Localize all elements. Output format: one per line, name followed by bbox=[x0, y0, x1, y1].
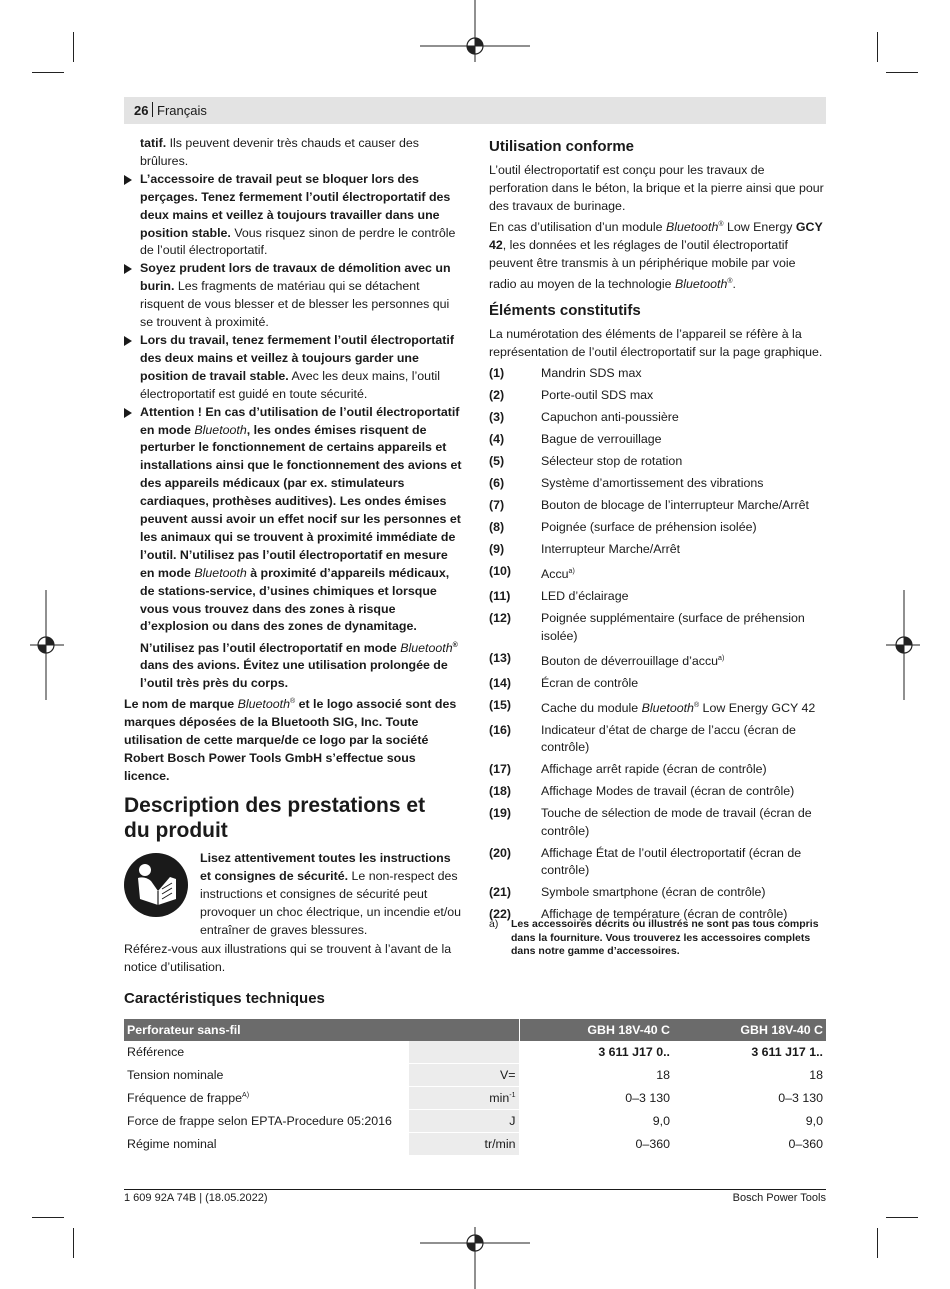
component-text: Low Energy GCY 42 bbox=[699, 700, 816, 715]
list-item bbox=[489, 761, 829, 779]
section-title: Description des prestations et du produit bbox=[124, 794, 426, 842]
bullet-triangle-icon bbox=[124, 408, 132, 418]
component-label: Poignée (surface de préhension isolée) bbox=[541, 520, 757, 534]
registered-mark: ® bbox=[693, 701, 700, 709]
component-label: Symbole smartphone (écran de contrôle) bbox=[541, 885, 766, 900]
registered-mark: ® bbox=[452, 641, 458, 649]
component-label bbox=[541, 697, 829, 718]
table-cell: 3 611 J17 0.. bbox=[519, 1041, 673, 1064]
table-cell: tr/min bbox=[409, 1133, 519, 1156]
cell-text: min bbox=[489, 1091, 510, 1105]
elements-intro bbox=[489, 326, 826, 362]
component-label: Bague de verrouillage bbox=[541, 432, 662, 446]
crop-mark bbox=[877, 1228, 878, 1258]
tech-table bbox=[124, 1019, 826, 1156]
component-number: (7) bbox=[489, 498, 505, 512]
footnote bbox=[489, 918, 829, 959]
table-row bbox=[124, 1087, 826, 1110]
footnote-ref: a) bbox=[718, 654, 725, 662]
component-number: (10) bbox=[489, 564, 512, 578]
table-cell: 18 bbox=[673, 1064, 826, 1087]
component-number: (8) bbox=[489, 520, 505, 534]
registered-mark: ® bbox=[718, 220, 724, 228]
elements-title: Éléments constitutifs bbox=[489, 302, 641, 319]
list-item bbox=[489, 409, 829, 427]
body-text: En cas d’utilisation d’un module bbox=[489, 219, 667, 234]
page-header bbox=[124, 97, 826, 124]
crop-mark bbox=[877, 32, 878, 62]
table-cell: 18 bbox=[519, 1064, 673, 1087]
bold-text bbox=[140, 405, 462, 691]
component-label: Capuchon anti-poussière bbox=[541, 410, 679, 424]
table-cell: J bbox=[409, 1110, 519, 1133]
component-number: (16) bbox=[489, 722, 512, 737]
list-item bbox=[489, 497, 829, 515]
list-item bbox=[489, 453, 829, 471]
table-cell: 9,0 bbox=[519, 1110, 673, 1133]
footnote-text: Les accessoires décrits ou illustrés ne sont pas tous compris dans la fourniture. Vous trouverez les accessoires complets dans notre gamme d’accessoires. bbox=[511, 918, 819, 957]
footnote-ref: A) bbox=[242, 1091, 250, 1099]
body-text: Les fragments de matériau qui se détachent risquent de vous blesser et de blesser les personnes qui se trouvent à proximité. bbox=[140, 279, 450, 330]
registration-mark-icon bbox=[886, 590, 920, 700]
registered-mark: ® bbox=[289, 698, 296, 706]
component-number: (20) bbox=[489, 845, 512, 860]
usage-text bbox=[489, 162, 826, 294]
usage-title: Utilisation conforme bbox=[489, 138, 635, 155]
table-header: GBH 18V-40 C bbox=[673, 1019, 826, 1041]
list-item bbox=[489, 519, 829, 537]
component-text: Accu bbox=[541, 567, 569, 582]
read-instructions bbox=[200, 850, 462, 940]
body-text: Le nom de marque bbox=[124, 697, 238, 712]
safety-bullet bbox=[124, 404, 462, 694]
header-divider bbox=[152, 102, 153, 117]
body-text: La numérotation des éléments de l’appareil se réfère à la représentation de l’outil électroportatif sur la page graphique. bbox=[489, 327, 823, 359]
crop-mark bbox=[886, 1217, 918, 1218]
table-cell: Régime nominal bbox=[124, 1133, 409, 1156]
table-header bbox=[409, 1019, 519, 1041]
body-text: Attention ! En cas d’utilisation de l’outil électroportatif en mode bbox=[140, 404, 460, 437]
list-item bbox=[489, 365, 829, 383]
bluetooth-term: Bluetooth bbox=[194, 565, 247, 580]
component-label: Bouton de blocage de l’interrupteur Marche/Arrêt bbox=[541, 498, 809, 512]
component-label: Porte-outil SDS max bbox=[541, 388, 654, 402]
component-label: Touche de sélection de mode de travail (écran de contrôle) bbox=[541, 806, 812, 838]
body-text: Vous risquez sinon de perdre le contrôle de l’outil électroportatif. bbox=[140, 225, 456, 258]
component-number: (1) bbox=[489, 366, 505, 380]
registration-mark-icon bbox=[420, 0, 530, 62]
bluetooth-term: Bluetooth bbox=[666, 219, 719, 234]
list-item bbox=[489, 697, 829, 718]
list-item bbox=[489, 387, 829, 405]
component-label: Écran de contrôle bbox=[541, 675, 639, 690]
refer-illustrations bbox=[124, 941, 462, 977]
list-item bbox=[489, 610, 829, 645]
component-text: Cache du module bbox=[541, 700, 642, 715]
body-text: , les ondes émises risquent de perturber le fonctionnement de certains appareils et installations ainsi que le fonctionnement des avions et des appareils médicaux (par ex. stimulateurs cardiaques, prothèses auditives). Les ondes émises peuvent aussi avoir un effet nocif sur les personnes et les animaux qui se trouvent à proximité immédiate de l’outil. N’utilisez pas l’outil électroportatif en mesure en mode bbox=[140, 422, 462, 580]
component-number: (9) bbox=[489, 542, 505, 556]
body-text: . bbox=[732, 276, 736, 291]
component-label bbox=[541, 650, 829, 671]
table-cell: Référence bbox=[124, 1041, 409, 1064]
component-number: (17) bbox=[489, 762, 512, 777]
table-cell: 0–3 130 bbox=[519, 1087, 673, 1110]
safety-bullet bbox=[124, 332, 462, 404]
component-label: Affichage de température (écran de contrôle) bbox=[541, 907, 788, 922]
bluetooth-term: Bluetooth bbox=[675, 276, 728, 291]
bullet-triangle-icon bbox=[124, 336, 132, 346]
table-header: Perforateur sans-fil bbox=[124, 1019, 409, 1041]
component-number: (6) bbox=[489, 476, 505, 490]
table-cell: 0–360 bbox=[673, 1133, 826, 1156]
component-list bbox=[489, 365, 829, 928]
bold-text: GCY 42 bbox=[489, 219, 823, 252]
component-number: (3) bbox=[489, 410, 505, 424]
component-number: (14) bbox=[489, 675, 512, 690]
unit-exponent: -1 bbox=[509, 1091, 516, 1099]
component-number: (13) bbox=[489, 650, 512, 665]
bold-text: Lisez attentivement toutes les instructions et consignes de sécurité. bbox=[200, 851, 451, 883]
component-label: Affichage arrêt rapide (écran de contrôle) bbox=[541, 762, 767, 777]
table-cell bbox=[124, 1087, 409, 1110]
trademark-notice bbox=[124, 693, 462, 786]
component-number: (21) bbox=[489, 885, 512, 900]
list-item bbox=[489, 884, 829, 902]
table-row bbox=[124, 1041, 826, 1064]
component-label bbox=[541, 563, 829, 584]
usage-bluetooth-paragraph bbox=[489, 216, 826, 294]
table-cell: V= bbox=[409, 1064, 519, 1087]
list-item bbox=[489, 845, 829, 880]
component-label: Mandrin SDS max bbox=[541, 366, 642, 380]
component-number: (18) bbox=[489, 784, 512, 799]
bold-text: tatif. bbox=[140, 136, 167, 150]
table-cell: 9,0 bbox=[673, 1110, 826, 1133]
table-row bbox=[124, 1064, 826, 1087]
footnote-mark: a) bbox=[489, 918, 499, 930]
table-cell: Tension nominale bbox=[124, 1064, 409, 1087]
bullet-triangle-icon bbox=[124, 175, 132, 185]
list-item bbox=[489, 541, 829, 559]
list-item bbox=[489, 431, 829, 449]
component-number: (22) bbox=[489, 907, 512, 922]
bold-text: Lors du travail, tenez fermement l’outil électroportatif des deux mains et veillez à toujours garder une position de travail stable. bbox=[140, 332, 454, 383]
table-cell: Force de frappe selon EPTA-Procedure 05:2016 bbox=[124, 1110, 409, 1133]
table-header: GBH 18V-40 C bbox=[519, 1019, 673, 1041]
registered-mark: ® bbox=[727, 277, 733, 285]
body-text: Ils peuvent devenir très chauds et causer des brûlures. bbox=[140, 136, 419, 168]
bluetooth-term: Bluetooth bbox=[194, 422, 247, 437]
crop-mark bbox=[73, 32, 74, 62]
bluetooth-term: Bluetooth bbox=[237, 697, 290, 712]
footer-doc-id: 1 609 92A 74B | (18.05.2022) bbox=[124, 1192, 268, 1204]
bold-text: L’accessoire de travail peut se bloquer lors des perçages. Tenez fermement l’outil électroportatif des deux mains et veillez à toujours travailler dans une position stable. bbox=[140, 171, 451, 240]
component-label: LED d’éclairage bbox=[541, 589, 629, 604]
safety-bullet bbox=[124, 260, 462, 332]
table-cell: 3 611 J17 1.. bbox=[673, 1041, 826, 1064]
body-text: , les données et les réglages de l’outil électroportatif peuvent être transmis à un périphérique mobile par voie radio au moyen de la technologie bbox=[489, 237, 796, 291]
safety-bullet bbox=[124, 171, 462, 261]
crop-mark bbox=[32, 72, 64, 73]
component-number: (5) bbox=[489, 454, 505, 468]
component-label: Sélecteur stop de rotation bbox=[541, 454, 683, 468]
registration-mark-icon bbox=[420, 1227, 530, 1289]
component-label: Affichage Modes de travail (écran de contrôle) bbox=[541, 784, 795, 799]
body-text: et le logo associé sont des marques déposées de la Bluetooth SIG, Inc. Toute utilisation de cette marque/de ce logo par la société Robert Bosch Power Tools GmbH s’effectue sous licence. bbox=[124, 697, 457, 783]
list-item bbox=[489, 650, 829, 671]
table-row bbox=[124, 1133, 826, 1156]
list-item bbox=[489, 783, 829, 801]
body-text: Low Energy bbox=[723, 219, 796, 234]
bullet-triangle-icon bbox=[124, 264, 132, 274]
list-item bbox=[489, 675, 829, 693]
component-number: (19) bbox=[489, 806, 512, 821]
body-text: Référez-vous aux illustrations qui se trouvent à l’avant de la notice d’utilisation. bbox=[124, 942, 452, 974]
body-text: L’outil électroportatif est conçu pour les travaux de perforation dans le béton, la brique et la pierre ainsi que pour des travaux de burinage. bbox=[489, 163, 824, 213]
component-number: (12) bbox=[489, 611, 512, 626]
body-text: à proximité d’appareils médicaux, de stations-service, d’usines chimiques et lorsque vous vous trouvez dans des zones à risque d’explosion ou dans des zones de dynamitage. N’utilisez pas l’outil électroportatif en mode bbox=[140, 565, 450, 655]
table-header-row bbox=[124, 1019, 826, 1041]
footer-rule bbox=[124, 1189, 826, 1190]
footnote-ref: a) bbox=[568, 568, 575, 575]
table-cell bbox=[409, 1041, 519, 1064]
footer-brand: Bosch Power Tools bbox=[732, 1192, 826, 1204]
component-label: Affichage État de l’outil électroportatif (écran de contrôle) bbox=[541, 845, 802, 878]
table-cell: 0–360 bbox=[519, 1133, 673, 1156]
safety-paragraph bbox=[124, 135, 462, 171]
list-item bbox=[489, 722, 829, 757]
table-row bbox=[124, 1110, 826, 1133]
read-manual-icon bbox=[124, 853, 188, 917]
component-label: Indicateur d’état de charge de l’accu (écran de contrôle) bbox=[541, 722, 796, 755]
component-text: Bouton de déverrouillage d’accu bbox=[541, 653, 719, 668]
list-item bbox=[489, 475, 829, 493]
crop-mark bbox=[73, 1228, 74, 1258]
table-cell bbox=[409, 1087, 519, 1110]
list-item bbox=[489, 805, 829, 840]
page-language: Français bbox=[157, 103, 207, 118]
component-number: (11) bbox=[489, 589, 511, 604]
tech-title: Caractéristiques techniques bbox=[124, 990, 325, 1007]
list-item bbox=[489, 588, 829, 606]
component-number: (15) bbox=[489, 697, 512, 712]
cell-text: Fréquence de frappe bbox=[127, 1091, 243, 1105]
component-label: Système d’amortissement des vibrations bbox=[541, 476, 764, 490]
body-text: dans des avions. Évitez une utilisation prolongée de l’outil très près du corps. bbox=[140, 658, 448, 691]
table-cell: 0–3 130 bbox=[673, 1087, 826, 1110]
component-label: Poignée supplémentaire (surface de préhension isolée) bbox=[541, 611, 805, 643]
crop-mark bbox=[32, 1217, 64, 1218]
registration-mark-icon bbox=[30, 590, 64, 700]
component-label: Interrupteur Marche/Arrêt bbox=[541, 542, 681, 556]
list-item bbox=[489, 563, 829, 584]
bluetooth-term: Bluetooth bbox=[400, 640, 453, 655]
crop-mark bbox=[886, 72, 918, 73]
bold-text: Soyez prudent lors de travaux de démolition avec un burin. bbox=[140, 261, 451, 294]
component-number: (2) bbox=[489, 388, 505, 402]
page-number: 26 bbox=[134, 103, 149, 118]
body-text: Le non-respect des instructions et consignes de sécurité peut provoquer un choc électrique, un incendie et/ou entraîner de graves blessures. bbox=[200, 868, 462, 937]
bluetooth-term: Bluetooth bbox=[641, 700, 694, 715]
body-text: Avec les deux mains, l’outil électroportatif est guidé en toute sécurité. bbox=[140, 368, 441, 401]
left-column bbox=[124, 135, 462, 786]
component-number: (4) bbox=[489, 432, 505, 446]
